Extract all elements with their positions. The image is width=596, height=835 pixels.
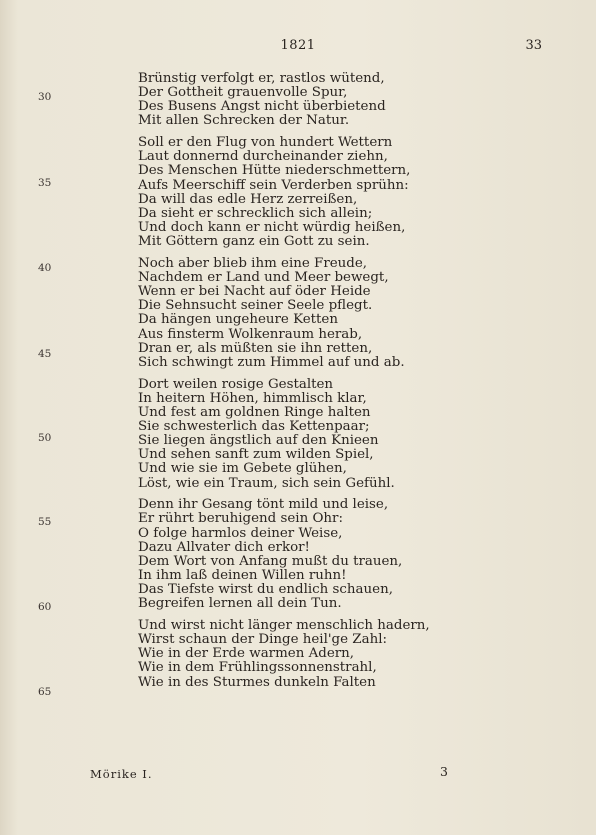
- verse-line: Nachdem er Land und Meer bewegt,: [138, 270, 389, 286]
- verse-line: Wirst schaun der Dinge heil'ge Zahl:: [138, 632, 388, 648]
- stanza: [138, 378, 468, 491]
- line-number: 30: [38, 91, 52, 103]
- verse-line: Dem Wort von Anfang mußt du trauen,: [138, 553, 403, 569]
- verse-line: Wenn er bei Nacht auf öder Heide: [138, 284, 371, 300]
- running-head-year: 1821: [280, 38, 316, 53]
- verse-line: Löst, wie ein Traum, sich sein Gefühl.: [138, 475, 395, 491]
- verse-line: Noch aber blieb ihm eine Freude,: [138, 255, 368, 271]
- verse-line: Mit allen Schrecken der Natur.: [138, 113, 350, 129]
- verse-line: Wie in des Sturmes dunkeln Falten: [138, 674, 376, 690]
- verse-line: In heitern Höhen, himmlisch klar,: [138, 390, 367, 406]
- line-number: 50: [38, 432, 52, 444]
- sheet-number: 3: [440, 764, 448, 779]
- verse-line: Und wie sie im Gebete glühen,: [138, 461, 347, 477]
- verse-line: Denn ihr Gesang tönt mild und leise,: [138, 497, 389, 513]
- verse-line: Und doch kann er nicht würdig heißen,: [138, 220, 406, 235]
- verse-line: Sie liegen ängstlich auf den Knieen: [138, 433, 379, 449]
- verse-line: Das Tiefste wirst du endlich schauen,: [138, 582, 393, 598]
- verse-line: Aufs Meerschiff sein Verderben sprühn:: [138, 177, 409, 193]
- verse-line: O folge harmlos deiner Weise,: [138, 525, 343, 541]
- verse-line: Und sehen sanft zum wilden Spiel,: [138, 447, 374, 463]
- verse-line: Sich schwingt zum Himmel auf und ab.: [138, 354, 405, 370]
- verse-line: Er rührt beruhigend sein Ohr:: [138, 511, 343, 527]
- line-number: 45: [38, 348, 52, 360]
- line-number: 40: [38, 262, 52, 274]
- verse-line: Des Menschen Hütte niederschmettern,: [138, 163, 411, 179]
- verse-line: Und fest am goldnen Ringe halten: [138, 404, 371, 420]
- verse-line: Wie in der Erde warmen Adern,: [138, 646, 355, 662]
- verse-line: Dort weilen rosige Gestalten: [138, 376, 334, 392]
- verse-line: Die Sehnsucht seiner Seele pflegt.: [138, 298, 373, 314]
- line-number: 35: [38, 177, 52, 189]
- poem-body: [138, 72, 468, 697]
- verse-line: Aus finsterm Wolkenraum herab,: [138, 326, 363, 342]
- verse-line: Da hängen ungeheure Ketten: [138, 312, 338, 328]
- verse-line: Dran er, als müßten sie ihn retten,: [138, 340, 373, 356]
- verse-line: Dazu Allvater dich erkor!: [138, 539, 310, 555]
- verse-line: Der Gottheit grauenvolle Spur,: [138, 85, 348, 101]
- line-number: 65: [38, 686, 52, 698]
- verse-line: Und wirst nicht länger menschlich hadern,: [138, 618, 430, 634]
- stanza: [138, 498, 468, 611]
- signature-mark: Mörike I.: [90, 767, 153, 781]
- stanza: [138, 619, 468, 690]
- verse-line: Des Busens Angst nicht überbietend: [138, 99, 386, 115]
- stanza: [138, 136, 468, 249]
- verse-line: Da will das edle Herz zerreißen,: [138, 191, 358, 207]
- verse-line: Wie in dem Frühlingssonnenstrahl,: [138, 660, 377, 676]
- verse-line: Sie schwesterlich das Kettenpaar;: [138, 419, 370, 435]
- verse-line: Brünstig verfolgt er, rastlos wütend,: [138, 71, 385, 86]
- verse-line: Begreifen lernen all dein Tun.: [138, 596, 342, 612]
- verse-line: Da sieht er schrecklich sich allein;: [138, 205, 373, 221]
- verse-line: Laut donnernd durcheinander ziehn,: [138, 149, 388, 165]
- verse-line: Mit Göttern ganz ein Gott zu sein.: [138, 234, 370, 250]
- page-number: 33: [525, 38, 542, 53]
- line-number: 55: [38, 516, 52, 528]
- stanza: [138, 257, 468, 370]
- stanza: [138, 72, 468, 129]
- verse-line: Soll er den Flug von hundert Wettern: [138, 135, 393, 151]
- verse-line: In ihm laß deinen Willen ruhn!: [138, 568, 347, 584]
- line-number: 60: [38, 601, 52, 613]
